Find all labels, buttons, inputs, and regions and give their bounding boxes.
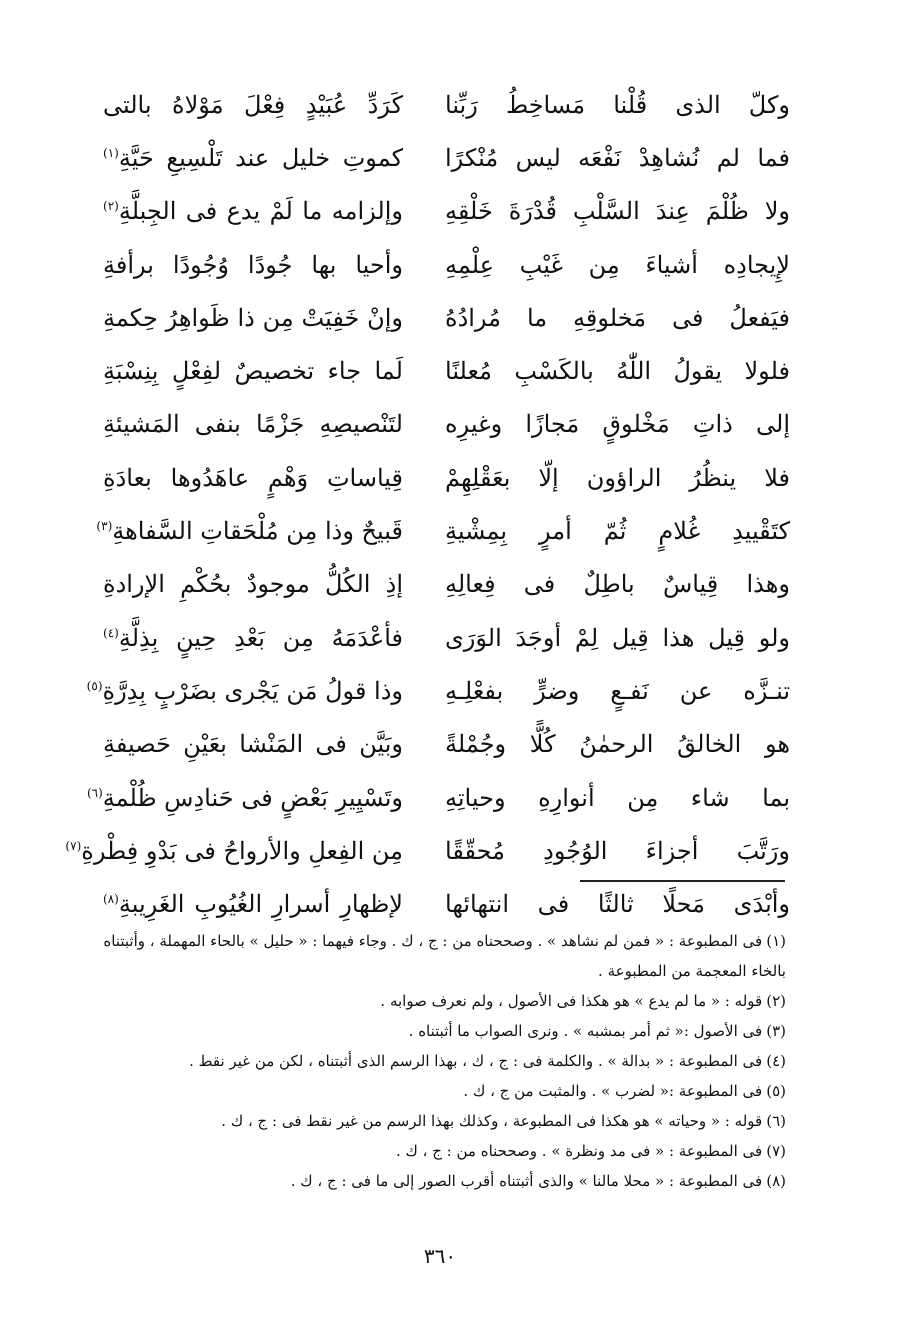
verse-first-hemistich: فلا ينظُرُ الراؤون إلّا بعَقْلِهِمْ	[445, 463, 790, 492]
footnote-marker[interactable]: (٨)	[103, 892, 119, 907]
verse-second-hemistich-text: كَرَدِّ عُبَيْدٍ فِعْلَ مَوْلاهُ بالتى	[103, 90, 403, 119]
verse-second-hemistich	[103, 410, 403, 439]
verse-first-hemistich: بما شاء مِن أنوارِهِ وحياتِهِ	[445, 783, 790, 812]
verse-second-hemistich-text: لتَنْصيصِهِ جَزْمًا بنفى المَشيئةِ	[103, 410, 403, 439]
verse-second-hemistich-text: وتَسْيِيرِ بَعْضٍ فى حَنادِسِ ظُلْمةِ	[102, 783, 403, 812]
footnote-marker[interactable]: (٢)	[103, 199, 119, 214]
verse-first-hemistich: وكلّ الذى قُلْنا مَساخِطُ رَبِّنا	[445, 90, 790, 119]
verse-second-hemistich	[96, 517, 403, 546]
footnote	[80, 1106, 786, 1136]
footnote-number: (٢)	[766, 992, 786, 1010]
verse-second-hemistich-text: وبَيَّن فى المَنْشا بعَيْنِ حَصيفةِ	[103, 730, 403, 759]
verse-line	[70, 398, 790, 451]
footnote-text: فى المطبوعة : « فمن لم نشاهد » . وصححناه من : ج ، ك . وجاء فيهما : « حليل » بالحاء المهملة ، وأثبتناه بالخاء المعجمة من المطبوعة .	[103, 932, 786, 980]
verse-second-hemistich	[86, 676, 403, 705]
verse-line	[70, 451, 790, 504]
footnote-text: فى المطبوعة : « محلا مالنا » والذى أثبتناه أقرب الصور إلى ما فى : ج ، ك .	[290, 1172, 763, 1190]
footnote	[80, 1136, 786, 1166]
verse-second-hemistich	[65, 836, 403, 865]
verse-line	[70, 664, 790, 717]
verse-first-hemistich: هو الخالقُ الرحمٰنُ كُلًّا وجُمْلةً	[445, 730, 790, 759]
verse-first-hemistich: فلولا يقولُ اللّٰهُ بالكَسْبِ مُعلنًا	[445, 357, 790, 386]
footnote-marker[interactable]: (١)	[103, 145, 119, 160]
footnote-number: (١)	[766, 932, 786, 950]
verse-second-hemistich-text: وذا قولُ مَن يَجْرى بضَرْبٍ بِدِرَّةِ	[102, 676, 403, 705]
footnote-marker[interactable]: (٣)	[96, 519, 113, 534]
poem-body	[65, 78, 790, 931]
verse-line	[70, 771, 790, 824]
footnote	[80, 926, 786, 986]
verse-second-hemistich-text: وإنْ خَفِيَتْ مِن ذا ظَواهِرُ حِكمةِ	[103, 303, 403, 332]
verse-first-hemistich: ولا ظُلْمَ عِندَ السَّلْبِ قُدْرَةَ خَلْقِهِ	[445, 197, 790, 226]
verse-second-hemistich-text: إذِ الكُلُّ موجودٌ بحُكْمِ الإرادةِ	[103, 570, 403, 599]
footnote-separator	[580, 880, 785, 882]
verse-second-hemistich	[103, 730, 403, 759]
verse-line	[70, 131, 790, 184]
footnote-text: فى الأصول :« ثم أمر بمشبه » . ونرى الصواب ما أثبتناه .	[408, 1022, 763, 1040]
page-number: ٣٦٠	[423, 1244, 457, 1268]
verse-second-hemistich	[103, 90, 403, 119]
verse-second-hemistich-text: لَما جاء تخصيصٌ لفِعْلٍ بِنِسْبَةِ	[103, 357, 403, 386]
verse-line	[70, 718, 790, 771]
verse-line	[70, 611, 790, 664]
footnote-number: (٦)	[766, 1112, 786, 1130]
verse-second-hemistich-text: وأحيا بها جُودًا وُجُودًا برأفةِ	[103, 250, 403, 279]
footnote	[80, 1046, 786, 1076]
footnote-marker[interactable]: (٧)	[65, 838, 82, 853]
verse-line	[70, 558, 790, 611]
footnote-text: قوله : « وحياته » هو هكذا فى المطبوعة ، وكذلك بهذا الرسم من غير نقط فى : ج ، ك .	[221, 1112, 763, 1130]
verse-first-hemistich: ورَتَّبَ أجزاءَ الوُجُودِ مُحقّقًا	[445, 836, 790, 865]
verse-second-hemistich	[103, 570, 403, 599]
footnote-number: (٣)	[766, 1022, 786, 1040]
verse-second-hemistich	[103, 197, 403, 226]
verse-second-hemistich	[103, 463, 403, 492]
footnote	[80, 1016, 786, 1046]
footnote-number: (٨)	[766, 1172, 786, 1190]
verse-first-hemistich: ولو قِيل هذا قِيل لِمْ أوجَدَ الوَرَى	[445, 623, 790, 652]
verse-second-hemistich-text: وإلزامه ما لَمْ يدع فى الجِبلَّةِ	[118, 197, 403, 226]
verse-second-hemistich-text: مِن الفِعلِ والأرواحُ فى بَدْوِ فِطْرةِ	[81, 836, 403, 865]
verse-line	[70, 344, 790, 397]
footnote-text: فى المطبوعة : « فى مد ونظرة » . وصححناه من : ج ، ك .	[395, 1142, 763, 1160]
verse-second-hemistich	[103, 303, 403, 332]
verse-first-hemistich: لإِيجادِه أشياءَ مِن غَيْبِ عِلْمِهِ	[445, 250, 790, 279]
footnote	[80, 1166, 786, 1196]
verse-second-hemistich	[86, 783, 403, 812]
verse-line	[70, 877, 790, 930]
verse-second-hemistich	[103, 357, 403, 386]
verse-line	[70, 185, 790, 238]
verse-line	[70, 78, 790, 131]
verse-first-hemistich: كتَقْييدِ غُلامٍ ثُمّ أمرٍ بِمِشْيةِ	[445, 517, 790, 546]
footnote-marker[interactable]: (٦)	[86, 785, 103, 800]
verse-second-hemistich-text: قَبيحٌ وذا مِن مُلْحَقاتِ السَّفاهةِ	[112, 517, 403, 546]
footnote-number: (٥)	[766, 1082, 786, 1100]
verse-second-hemistich	[103, 143, 403, 172]
verse-line	[70, 291, 790, 344]
footnote-text: قوله : « ما لم يدع » هو هكذا فى الأصول ، ولم نعرف صوابه .	[380, 992, 763, 1010]
verse-second-hemistich-text: كموتِ خليل عند تَلْسِيعِ حَيَّةِ	[118, 143, 403, 172]
footnote-number: (٤)	[766, 1052, 786, 1070]
verse-first-hemistich: وأبْدَى مَحلًا ثالثًا فى انتهائها	[445, 890, 790, 919]
footnote	[80, 986, 786, 1016]
verse-second-hemistich-text: فأعْدَمَهُ مِن بَعْدِ حِينٍ بِذِلَّةِ	[118, 623, 403, 652]
footnote-text: فى المطبوعة : « بدالة » . والكلمة فى : ج ، ك ، بهذا الرسم الذى أثبتناه ، لكن من غير نقط .	[189, 1052, 763, 1070]
verse-line	[65, 824, 790, 877]
verse-line	[70, 238, 790, 291]
verse-first-hemistich: وهذا قِياسٌ باطِلٌ فى فِعالِهِ	[445, 570, 790, 599]
verse-first-hemistich: إلى ذاتِ مَخْلوقٍ مَجازًا وغيرِه	[445, 410, 790, 439]
verse-second-hemistich-text: لإظهارِ أسرارِ الغُيُوبِ الغَرِيبةِ	[118, 890, 403, 919]
verse-line	[70, 504, 790, 557]
footnote	[80, 1076, 786, 1106]
verse-first-hemistich: تنـزَّه عن نَفـعٍ وضرٍّ بفعْلِـهِ	[445, 676, 790, 705]
verse-second-hemistich	[103, 623, 403, 652]
verse-first-hemistich: فيَفعلُ فى مَخلوقِهِ ما مُرادُهُ	[445, 303, 790, 332]
verse-second-hemistich-text: قِياساتِ وَهْمٍ عاهَدُوها بعادَةِ	[103, 463, 403, 492]
verse-second-hemistich	[103, 890, 403, 919]
footnote-marker[interactable]: (٤)	[103, 625, 119, 640]
verse-first-hemistich: فما لم نُشاهِدْ نَفْعَه ليس مُنْكرًا	[445, 143, 790, 172]
footnote-number: (٧)	[766, 1142, 786, 1160]
footnote-text: فى المطبوعة :« لضرب » . والمثبت من ج ، ك .	[463, 1082, 763, 1100]
footnotes-section	[80, 926, 786, 1196]
verse-second-hemistich	[103, 250, 403, 279]
footnote-marker[interactable]: (٥)	[86, 678, 103, 693]
